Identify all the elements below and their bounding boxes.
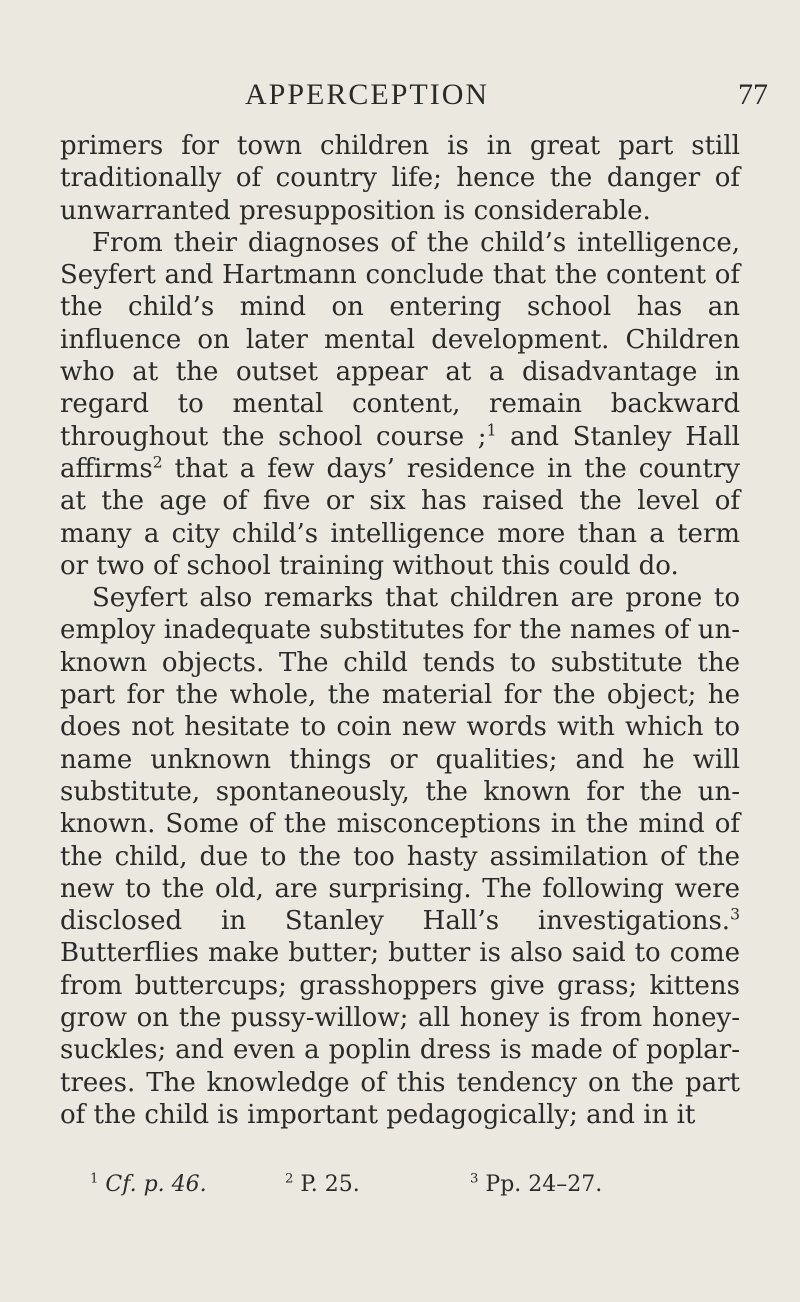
footnote-2 <box>285 1172 360 1197</box>
paragraph-3 <box>60 582 740 1131</box>
paragraph-3-text-a: Seyfert also remarks that children are prone to employ inadequate substitutes for the names of un-known objects. The child tends to substitute the part for the whole, the material for the object; he does not hesitate to coin new words with which to name unknown things or qualities; and he will substitute, spontaneously, the known for the un-known. Some of the misconceptions in the mind of the child, due to the too hasty assimilation of the new to the old, are surprising. The following were disclosed in Stanley Hall’s investigations. <box>60 583 740 937</box>
footnote-1-mark: 1 <box>90 1171 99 1187</box>
running-title: APPERCEPTION <box>245 78 490 111</box>
footnote-ref-2: 2 <box>152 453 163 472</box>
body-text <box>60 130 740 1131</box>
paragraph-2 <box>60 227 740 582</box>
paragraph-2-text-c: that a few days’ residence in the country at the age of five or six has raised the level of many a city child’s intelligence more than a term or two of school training without this could do. <box>60 453 740 581</box>
paragraph-3-text-b: Butterflies make butter; butter is also said to come from buttercups; grasshoppers give grass; kittens grow on the pussy-willow; all honey is from honey-suckles; and even a poplin dress is made of poplar-trees. The knowledge of this tendency on the part of the child is important pedagogically; and in it <box>60 938 740 1130</box>
paragraph-1: primers for town children is in great part still traditionally of country life; hence the danger of unwarranted presupposition is considerable. <box>60 131 740 226</box>
footnote-2-text: P. 25. <box>300 1172 360 1197</box>
footnote-2-mark: 2 <box>285 1171 294 1187</box>
running-header <box>0 78 800 118</box>
footnote-3 <box>470 1172 602 1197</box>
footnote-ref-1: 1 <box>486 421 497 440</box>
footnotes <box>90 1172 750 1208</box>
footnote-3-mark: 3 <box>470 1171 479 1187</box>
page-number: 77 <box>738 78 768 111</box>
footnote-ref-3: 3 <box>730 905 740 924</box>
footnote-3-text: Pp. 24–27. <box>485 1172 603 1197</box>
paragraph-2-text-a: From their diagnoses of the child’s intelligence, Seyfert and Hartmann conclude that the content of the child’s mind on entering school has an influence on later mental development. Children who at the outset appear at a disadvantage in regard to mental content, remain backward throughout the school course ; <box>60 227 740 452</box>
footnote-1-text: Cf. p. 46. <box>105 1172 207 1197</box>
footnote-1 <box>90 1172 207 1197</box>
paragraph-2-text-b: and Stanley Hall affirms <box>60 421 741 484</box>
